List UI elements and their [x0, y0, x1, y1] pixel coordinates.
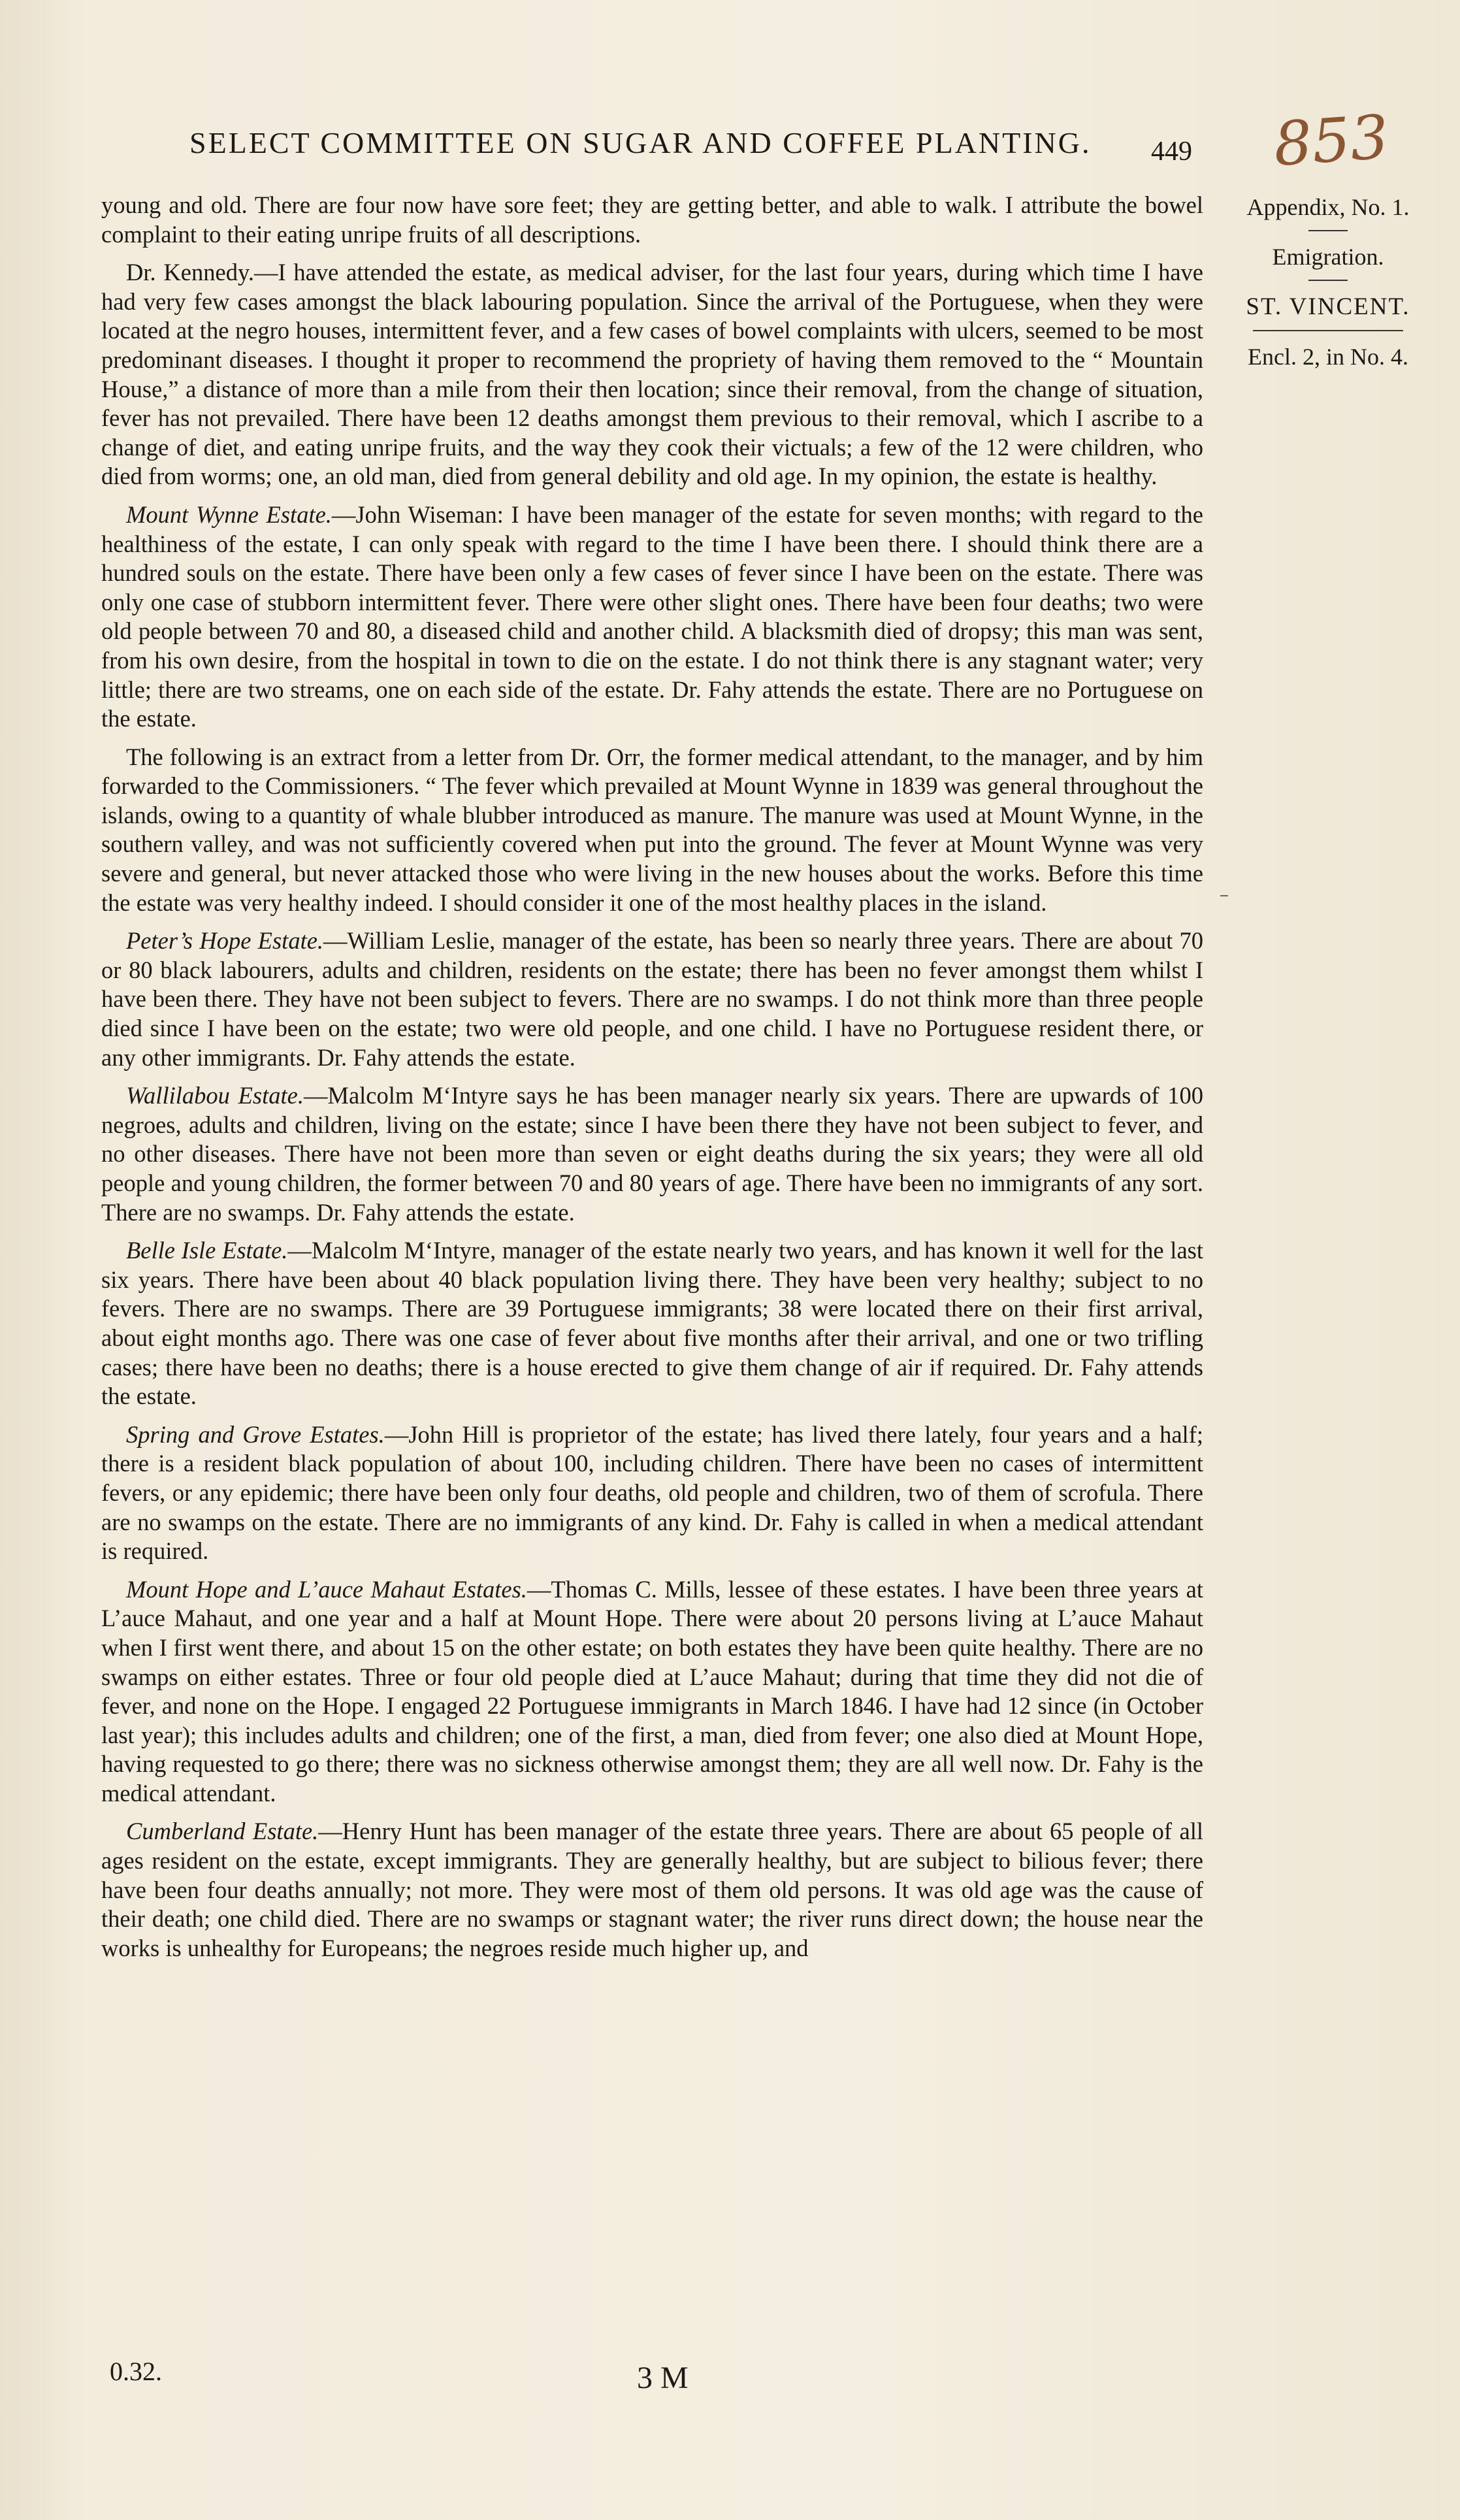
- paragraph: [101, 1081, 1203, 1227]
- estate-heading: Cumberland Estate.: [126, 1818, 319, 1845]
- margin-dash-mark: [1220, 895, 1228, 896]
- sidebar-place: ST. VINCENT.: [1246, 293, 1410, 320]
- paragraph: [101, 1575, 1203, 1808]
- estate-heading: Spring and Grove Estates.: [126, 1420, 385, 1448]
- paragraph-text: Dr. Kennedy.—I have attended the estate, as medical adviser, for the last four years, during which time I have had very few cases amongst the black labouring population. Since the arrival of the Portuguese, when they were located at the negro houses, intermittent fever, and a few cases of bowel complaints with ulcers, seemed to be most predominant diseases. I thought it proper to recommend the propriety of having them removed to the “ Mountain House,” a distance of more than a mile from their then location; since their removal, from the change of situation, fever has not prevailed. There have been 12 deaths amongst them previous to their removal, which I ascribe to a change of diet, and eating unripe fruits, and the way they cook their victuals; a few of the 12 were children, who died from worms; one, an old man, died from general debility and old age. In my opinion, the estate is healthy.: [101, 259, 1203, 490]
- sidebar-appendix: Appendix, No. 1.: [1246, 194, 1410, 220]
- paragraph: [101, 1236, 1203, 1411]
- paragraph-text: —Henry Hunt has been manager of the estate three years. There are about 65 people of all ages resident on the estate, except immigrants. They are generally healthy, but are subject to bilious fever; there have been four deaths annually; not more. They were most of them old persons. It was old age was the cause of their death; one child died. There are no swamps or stagnant water; the river runs direct down; the house near the works is unhealthy for Europeans; the negroes reside much higher up, and: [101, 1818, 1203, 1961]
- paragraph-text: —Malcolm M‘Intyre, manager of the estate nearly two years, and has known it well for the last six years. There have been about 40 black population living there. They have been very healthy; subject to no fevers. There are no swamps. There are 39 Portuguese immigrants; 38 were located there on their first arrival, about eight months ago. There was one case of fever about five months after their arrival, and one or two trifling cases; there have been no deaths; there is a house erected to give them change of air if required. Dr. Fahy attends the estate.: [101, 1237, 1203, 1410]
- estate-heading: Wallilabou Estate.: [126, 1082, 304, 1109]
- paragraph-text: young and old. There are four now have sore feet; they are getting better, and able to walk. I attribute the bowel complaint to their eating unripe fruits of all descriptions.: [101, 191, 1203, 248]
- estate-heading: Mount Wynne Estate.: [126, 500, 332, 528]
- sidebar-section: Emigration.: [1272, 244, 1384, 270]
- paragraph-text: —Malcolm M‘Intyre says he has been manager nearly six years. There are upwards of 100 negroes, adults and children, living on the estate; since I have been there they have not been subject to fever, and no other diseases. There have not been more than seven or eight deaths during the six years; they were all old people and young children, the former between 70 and 80 years of age. There have been no immigrants of any sort. There are no swamps. Dr. Fahy attends the estate.: [101, 1082, 1203, 1226]
- estate-heading: Peter’s Hope Estate.: [126, 927, 324, 955]
- sidebar-divider: [1308, 280, 1348, 281]
- sidebar-divider: [1308, 230, 1348, 231]
- paragraph: [101, 926, 1203, 1072]
- estate-heading: Mount Hope and L’auce Mahaut Estates.: [126, 1575, 527, 1603]
- paragraph: [101, 258, 1203, 491]
- handwritten-folio-number: 853: [1271, 102, 1391, 180]
- paragraph: [101, 743, 1203, 918]
- paragraph: [101, 500, 1203, 734]
- paragraph: [101, 1420, 1203, 1566]
- margin-sidebar: [1220, 193, 1436, 380]
- footer-signature-mark: 3 M: [637, 2361, 689, 2395]
- estate-heading: Belle Isle Estate.: [126, 1237, 288, 1264]
- paragraph-text: —Thomas C. Mills, lessee of these estates. I have been three years at L’auce Mahaut, and one year and a half at Mount Hope. There were about 20 persons living at L’auce Mahaut when I first went there, and about 15 on the other estate; on both estates they have been quite healthy. There are no swamps on either estates. Three or four old people died at L’auce Mahaut; during that time they did not die of fever, and none on the Hope. I engaged 22 Portuguese immigrants in March 1846. I have had 12 since (in October last year); this includes adults and children; one of the first, a man, died from fever; one also died at Mount Hope, having requested to go there; there was no sickness otherwise amongst them; they are all well now. Dr. Fahy is the medical attendant.: [101, 1575, 1203, 1807]
- footer-sheet-reference: 0.32.: [110, 2357, 162, 2386]
- sidebar-enclosure: Encl. 2, in No. 4.: [1248, 344, 1408, 370]
- page-header-title: SELECT COMMITTEE ON SUGAR AND COFFEE PLANTING.: [189, 126, 1092, 159]
- paragraph-text: —John Wiseman: I have been manager of the estate for seven months; with regard to the healthiness of the estate, I can only speak with regard to the time I have been there. I should think there are a hundred souls on the estate. There have been only a few cases of fever since I have been on the estate. There was only one case of stubborn intermittent fever. There were other slight ones. There have been four deaths; two were old people between 70 and 80, a diseased child and another child. A blacksmith died of dropsy; this man was sent, from his own desire, from the hospital in town to die on the estate. I do not think there is any stagnant water; very little; there are two streams, one on each side of the estate. Dr. Fahy attends the estate. There are no Portuguese on the estate.: [101, 500, 1203, 732]
- paragraph-text: —John Hill is proprietor of the estate; has lived there lately, four years and a half; there is a resident black population of about 100, including children. There have been no cases of intermittent fevers, or any epidemic; there have been only four deaths, old people and children, two of them of scrofula. There are no swamps on the estate. There are no immigrants of any kind. Dr. Fahy is called in when a medical attendant is required.: [101, 1420, 1203, 1565]
- page-number: 449: [1151, 137, 1192, 167]
- sidebar-divider-long: [1253, 330, 1403, 331]
- paragraph-text: The following is an extract from a letter from Dr. Orr, the former medical attendant, to the manager, and by him forwarded to the Commissioners. “ The fever which prevailed at Mount Wynne in 1839 was general throughout the islands, owing to a quantity of whale blubber introduced as manure. The manure was used at Mount Wynne, in the southern valley, and was not sufficiently covered when put into the ground. The fever at Mount Wynne was very severe and general, but never attacked those who were living in the new houses about the works. Before this time the estate was very healthy indeed. I should consider it one of the most healthy places in the island.: [101, 743, 1203, 916]
- paragraph: [101, 191, 1203, 249]
- paragraph: [101, 1817, 1203, 1963]
- body-text: [101, 191, 1203, 1972]
- paragraph-text: —William Leslie, manager of the estate, has been so nearly three years. There are about 70 or 80 black labourers, adults and children, residents on the estate; there has been no fever amongst them whilst I have been there. They have not been subject to fevers. There are no swamps. I do not think more than three people died since I have been on the estate; two were old people, and one child. I have no Portuguese resident there, or any other immigrants. Dr. Fahy attends the estate.: [101, 927, 1204, 1071]
